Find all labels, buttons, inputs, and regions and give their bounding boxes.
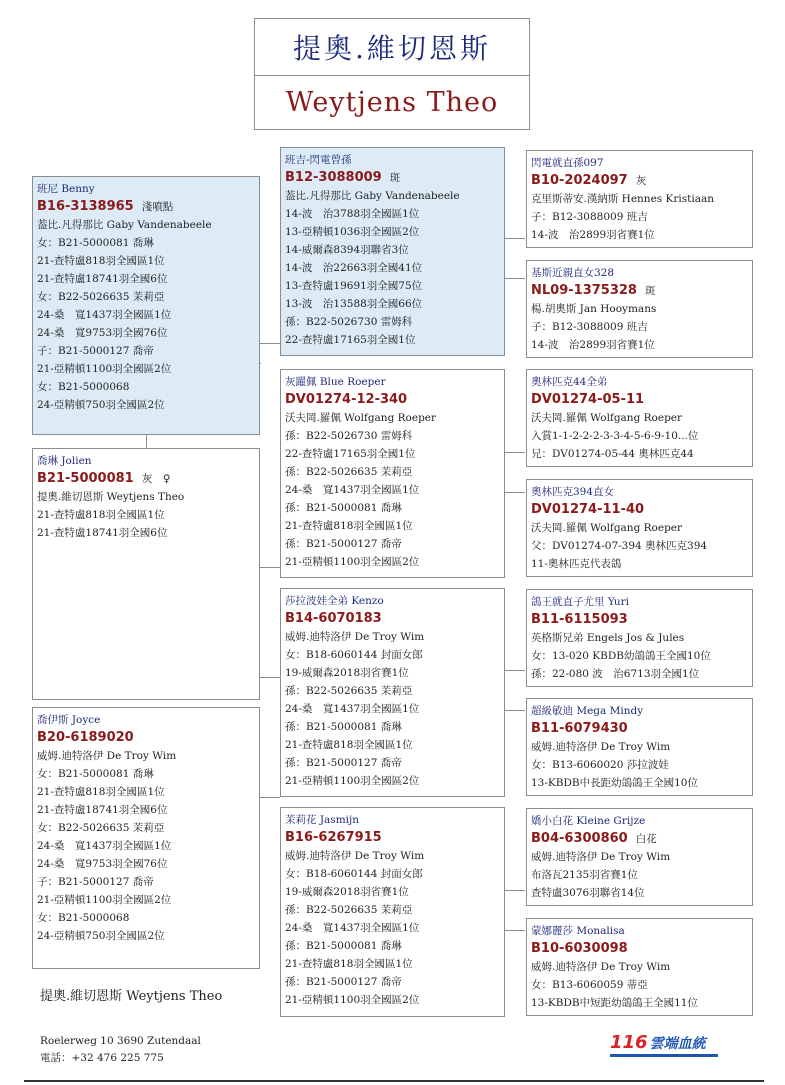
great-grandparent-card-1[interactable] [526,150,753,248]
ggp8-line: 威姆.迪特洛伊 De Troy Wim [531,961,671,973]
ggp7-line: 布洛瓦2135羽省賽1位 [531,869,638,881]
gp4-line: 孫：B21-5000127 喬帝 [285,976,402,988]
gp2-line: 孫：B21-5000081 喬琳 [285,502,402,514]
dam-dam-line: 24-桑 寬1437羽全國區1位 [37,840,172,852]
ggp7-line: 查特盧3076羽聯省14位 [531,887,645,899]
ggp2-line: 楊.胡奧斯 Jan Hooymans [531,303,657,315]
gp1-line: 13-查特盧19691羽全國75位 [285,280,423,292]
connector-gp1-ggp2 [505,278,525,279]
great-grandparent-card-2[interactable] [526,260,753,358]
dam-dam-card[interactable] [32,707,260,969]
gp1-line: 14-波 治22663羽全國41位 [285,262,423,274]
dam-dam-line: 女：B21-5000068 [37,912,130,924]
ggp7-line: 威姆.迪特洛伊 De Troy Wim [531,851,671,863]
ggp6-line: 威姆.迪特洛伊 De Troy Wim [531,741,671,753]
gp4-name: 茉莉花 Jasmijn [285,814,360,826]
sire-line: 女：B22-5026635 茉莉亞 [37,291,165,303]
logo-underline [610,1054,718,1057]
dam-dam-ring-number: B20-6189020 [37,730,134,745]
ggp6-ring-number: B11-6079430 [531,721,628,736]
gp1-line: 22-查特盧17165羽全國1位 [285,334,416,346]
dam-line: 21-查特盧18741羽全國6位 [37,527,168,539]
sire-line: 21-查特盧18741羽全國6位 [37,273,168,285]
ggp2-ring-number: NL09-1375328 [531,283,637,298]
ggp2-line: 子：B12-3088009 班吉 [531,321,648,333]
ggp1-ring-number: B10-2024097 [531,173,628,188]
gp3-line: 24-桑 寬1437羽全國區1位 [285,703,420,715]
dam-dam-line: 21-亞精頓1100羽全國區2位 [37,894,172,906]
gp3-name: 莎拉波娃全弟 Kenzo [285,595,384,607]
gp3-line: 21-亞精頓1100羽全國區2位 [285,775,420,787]
gp1-line: 14-波 治3788羽全國區1位 [285,208,420,220]
gp1-line: 葢比.凡得那比 Gaby Vandenabeele [285,190,460,202]
connector-damdam-gp4 [260,797,280,798]
footer-breeder-name: 提奧.維切恩斯 Weytjens Theo [40,989,223,1004]
gp4-ring-number: B16-6267915 [285,830,382,845]
gp4-line: 21-亞精頓1100羽全國區2位 [285,994,420,1006]
connector-dam-gp3 [260,677,280,678]
connector-sire-gp1 [260,343,280,344]
sire-line: 子：B21-5000127 喬帝 [37,345,154,357]
gp4-line: 24-桑 寬1437羽全國區1位 [285,922,420,934]
page-bottom-rule [24,1080,764,1082]
gp3-line: 孫：B21-5000127 喬帝 [285,757,402,769]
sire-color: 淺噴點 [141,201,174,213]
ggp4-line: 父：DV01274-07-394 奧林匹克394 [531,540,708,552]
connector-dam-gp2 [260,567,280,568]
dam-line: 21-查特盧818羽全國區1位 [37,509,165,521]
gp4-line: 21-查特盧818羽全國區1位 [285,958,413,970]
sire-line: 24-桑 寬9753羽全國76位 [37,327,168,339]
ggp3-ring-number: DV01274-05-11 [531,392,645,407]
footer-address: Roelerweg 10 3690 Zutendaal [40,1035,201,1047]
ggp5-line: 英格斯兄弟 Engels Jos & Jules [531,632,685,644]
gp3-line: 孫：B22-5026635 茉莉亞 [285,685,413,697]
gp1-line: 14-威爾森8394羽聯省3位 [285,244,409,256]
ggp1-color: 灰 [635,175,647,187]
dam-dam-line: 女：B21-5000081 喬琳 [37,768,154,780]
connector-gp3-ggp5 [505,670,525,671]
dam-card[interactable] [32,448,260,700]
ggp4-line: 11-奧林匹克代表鴿 [531,558,622,570]
great-grandparent-card-4[interactable] [526,479,753,577]
dam-dam-line: 24-桑 寬9753羽全國76位 [37,858,168,870]
gp2-line: 21-亞精頓1100羽全國區2位 [285,556,420,568]
great-grandparent-card-7[interactable] [526,808,753,906]
gp4-line: 威姆.迪特洛伊 De Troy Wim [285,850,425,862]
ggp1-line: 子：B12-3088009 班吉 [531,211,648,223]
gp3-line: 女：B18-6060144 封面女郎 [285,649,423,661]
dam-dam-line: 24-亞精頓750羽全國區2位 [37,930,165,942]
ggp5-ring-number: B11-6115093 [531,612,628,627]
gp1-name: 班吉-閃電曾孫 [285,154,352,166]
ggp4-line: 沃夫岡.羅佩 Wolfgang Roeper [531,522,683,534]
gp4-line: 女：B18-6060144 封面女郎 [285,868,423,880]
gp1-line: 孫：B22-5026730 雷姆科 [285,316,413,328]
sire-line: 21-查特盧818羽全國區1位 [37,255,165,267]
gp2-line: 孫：B21-5000127 喬帝 [285,538,402,550]
footer-contact [40,1033,201,1067]
ggp3-name: 奧林匹克44全弟 [531,376,608,388]
breeder-name-english: Weytjens Theo [285,87,499,118]
gp2-line: 沃夫岡.羅佩 Wolfgang Roeper [285,412,437,424]
gp3-line: 21-查特盧818羽全國區1位 [285,739,413,751]
connector-gp4-ggp8 [505,930,525,931]
brand-logo [610,1032,706,1053]
ggp2-color: 斑 [644,285,656,297]
sire-name: 班尼 Benny [37,183,95,195]
dam-dam-line: 女：B22-5026635 茉莉亞 [37,822,165,834]
breeder-name-chinese: 提奧.維切恩斯 [293,32,491,65]
sire-line: 女：B21-5000081 喬琳 [37,237,154,249]
ggp8-ring-number: B10-6030098 [531,941,628,956]
ggp2-name: 基斯近親直女328 [531,267,615,279]
ggp5-name: 鴿王就直子尤里 Yuri [531,596,629,608]
ggp3-line: 沃夫岡.羅佩 Wolfgang Roeper [531,412,683,424]
gp2-name: 灰躍佩 Blue Roeper [285,376,386,388]
gp2-line: 21-查特盧818羽全國區1位 [285,520,413,532]
sire-line: 女：B21-5000068 [37,381,130,393]
dam-color: 灰 ♀ [141,473,171,485]
gp2-line: 孫：B22-5026730 雷姆科 [285,430,413,442]
gp3-line: 孫：B21-5000081 喬琳 [285,721,402,733]
dam-dam-line: 21-查特盧18741羽全國6位 [37,804,168,816]
ggp4-name: 奧林匹克394直女 [531,486,615,498]
gp3-line: 19-威爾森2018羽省賽1位 [285,667,409,679]
sire-line: 24-桑 寬1437羽全國區1位 [37,309,172,321]
ggp3-line: 兄：DV01274-05-44 奧林匹克44 [531,448,694,460]
ggp8-name: 蒙娜麗莎 Monalisa [531,925,625,937]
ggp4-ring-number: DV01274-11-40 [531,502,645,517]
gp2-line: 孫：B22-5026635 茉莉亞 [285,466,413,478]
dam-name: 喬琳 Jolien [37,455,92,467]
grandparent-card-4[interactable] [280,807,505,1017]
ggp5-line: 孫：22-080 波 治6713羽全國1位 [531,668,700,680]
gp2-ring-number: DV01274-12-340 [285,392,408,407]
gp3-ring-number: B14-6070183 [285,611,382,626]
sire-line: 葢比.凡得那比 Gaby Vandenabeele [37,219,212,231]
ggp7-ring-number: B04-6300860 [531,831,628,846]
sire-line: 24-亞精頓750羽全國區2位 [37,399,165,411]
dam-line: 提奧.維切恩斯 Weytjens Theo [37,491,185,503]
ggp2-line: 14-波 治2899羽省賽1位 [531,339,655,351]
connector-sire-gp2 [260,363,261,364]
gp4-line: 孫：B21-5000081 喬琳 [285,940,402,952]
dam-dam-line: 子：B21-5000127 喬帝 [37,876,154,888]
great-grandparent-card-6[interactable] [526,698,753,796]
gp2-line: 22-查特盧17165羽全國1位 [285,448,416,460]
logo-number: 116 [610,1032,648,1053]
dam-ring-number: B21-5000081 [37,471,134,486]
ggp7-color: 白花 [635,833,657,845]
connector-gp4-ggp7 [505,890,525,891]
sire-line: 21-亞精頓1100羽全國區2位 [37,363,172,375]
gp4-line: 19-威爾森2018羽省賽1位 [285,886,409,898]
great-grandparent-card-5[interactable] [526,589,753,687]
logo-text: 雲端血統 [649,1036,706,1052]
ggp7-name: 嬌小白花 Kleine Grijze [531,815,646,827]
connector-gp2-ggp3 [505,452,525,453]
sire-card[interactable] [32,176,260,435]
gp1-line: 13-亞精頓1036羽全國區2位 [285,226,420,238]
gp1-ring-number: B12-3088009 [285,170,382,185]
gp3-line: 威姆.迪特洛伊 De Troy Wim [285,631,425,643]
ggp8-line: 女：B13-6060059 蒂亞 [531,979,648,991]
gp1-line: 13-波 治13588羽全國66位 [285,298,423,310]
great-grandparent-card-3[interactable] [526,369,753,467]
header-divider [255,75,529,76]
dam-dam-line: 威姆.迪特洛伊 De Troy Wim [37,750,177,762]
connector-sire-vertical [146,435,147,448]
gp1-color: 斑 [389,172,401,184]
ggp6-line: 女：B13-6060020 莎拉波娃 [531,759,669,771]
great-grandparent-card-8[interactable] [526,918,753,1016]
footer-phone: 電話：+32 476 225 775 [40,1052,164,1064]
ggp1-line: 14-波 治2899羽省賽1位 [531,229,655,241]
grandparent-card-3[interactable] [280,588,505,797]
connector-gp1-ggp1 [505,238,525,239]
gp4-line: 孫：B22-5026635 茉莉亞 [285,904,413,916]
pedigree-header [254,18,530,130]
connector-gp2-ggp4 [505,492,525,493]
connector-gp3-ggp6 [505,710,525,711]
grandparent-card-2[interactable] [280,369,505,578]
gp2-line: 24-桑 寬1437羽全國區1位 [285,484,420,496]
sire-ring-number: B16-3138965 [37,199,134,214]
ggp6-name: 超級敏迪 Mega Mindy [531,705,644,717]
grandparent-card-1[interactable] [280,147,505,356]
ggp8-line: 13-KBDB中短距幼鴿鴿王全國11位 [531,997,698,1009]
ggp6-line: 13-KBDB中長距幼鴿鴿王全國10位 [531,777,698,789]
dam-dam-name: 喬伊斯 Joyce [37,714,101,726]
ggp3-line: 入賞1-1-2-2-2-3-3-4-5-6-9-10...位 [531,430,699,442]
ggp1-line: 克里斯蒂安.漢納斯 Hennes Kristiaan [531,193,714,205]
dam-dam-line: 21-查特盧818羽全國區1位 [37,786,165,798]
ggp1-name: 閃電就直孫097 [531,157,604,169]
ggp5-line: 女：13-020 KBDB幼鴿鴿王全國10位 [531,650,711,662]
